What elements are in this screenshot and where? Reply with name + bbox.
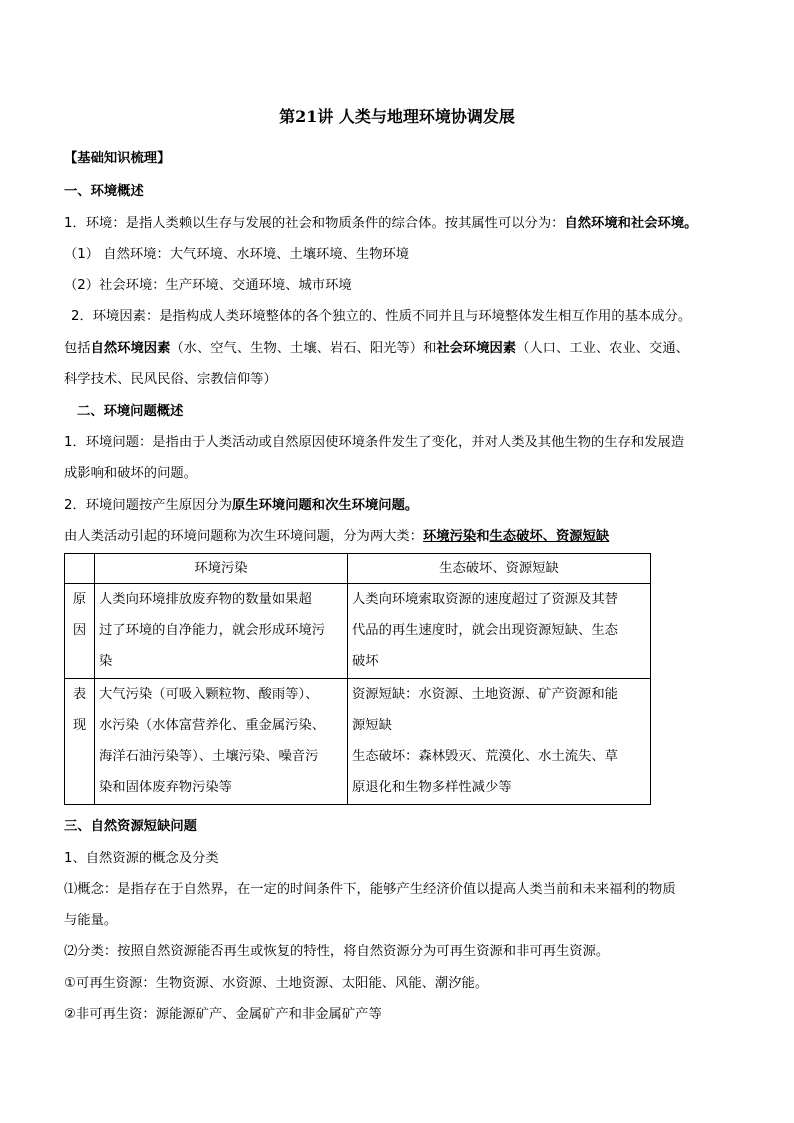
cell-line: 海洋石油污染等）、土壤污染、噪音污: [99, 749, 319, 764]
text: 包括: [64, 341, 91, 356]
table-row-cause: [65, 584, 651, 679]
cell-line: 过了环境的自净能力，就会形成环境污: [99, 623, 326, 638]
row-head-manifestation: [65, 679, 95, 805]
text: 由人类活动引起的环境问题称为次生环境问题，分为两大类：: [64, 529, 424, 544]
section-header: 【基础知识梳理】: [64, 151, 171, 166]
row-head-char: 现: [72, 718, 87, 733]
cell-line: 破坏: [352, 654, 379, 669]
cell-line: 水污染（水体富营养化、重金属污染、: [99, 718, 326, 733]
paragraph-natural-env: （1） 自然环境：大气环境、水环境、土壤环境、生物环境: [64, 247, 410, 262]
page-title: 第21讲 人类与地理环境协调发展: [279, 107, 515, 126]
cell-line: 大气污染（可吸入颗粒物、酸雨等）、: [99, 687, 319, 702]
paragraph-concept-def: ⑴概念：是指存在于自然界，在一定的时间条件下，能够产生经济价值以提高人类当前和未来福利的物质: [64, 882, 676, 897]
cell-manifest-ecology: [348, 679, 651, 805]
table-header-pollution: 环境污染: [95, 554, 348, 584]
bold-text: 原生环境问题和次生环境问题。: [232, 498, 419, 513]
row-head-char: 因: [72, 623, 87, 638]
cell-line: 生态破坏：森林毁灭、荒漠化、水土流失、草: [352, 749, 618, 764]
cell-line: 人类向环境索取资源的速度超过了资源及其替: [352, 592, 618, 607]
paragraph-nonrenewable: ②非可再生资：源能源矿产、金属矿产和非金属矿产等: [64, 1007, 382, 1022]
bold-text: 和: [476, 529, 490, 544]
cell-manifest-pollution: [95, 679, 348, 805]
paragraph-renewable: ①可再生资源：生物资源、水资源、土地资源、太阳能、风能、潮汐能。: [64, 976, 489, 991]
paragraph-env-factors-3: 科学技术、民风民俗、宗教信仰等）: [64, 372, 277, 387]
cell-line: 原退化和生物多样性减少等: [352, 780, 512, 795]
text: 1．环境：是指人类赖以生存与发展的社会和物质条件的综合体。按其属性可以分为：: [64, 216, 565, 231]
paragraph-resource-concept: 1、自然资源的概念及分类: [64, 851, 219, 866]
row-head-cause: [65, 584, 95, 679]
cell-cause-ecology: [348, 584, 651, 679]
environment-problem-table: [64, 553, 651, 805]
cell-cause-pollution: [95, 584, 348, 679]
cell-line: 源短缺: [352, 718, 392, 733]
table-row-manifestation: [65, 679, 651, 805]
paragraph-environment-definition: [64, 214, 744, 234]
cell-line: 染: [99, 654, 113, 669]
heading-environment-overview: 一、环境概述: [64, 184, 144, 199]
bold-text: 自然环境和社会环境。: [564, 216, 698, 231]
text: （人口、工业、农业、交通、: [516, 341, 689, 356]
text: 2．环境问题按产生原因分为: [64, 498, 233, 513]
paragraph-env-problem-types: [64, 496, 744, 516]
row-head-char: 表: [72, 687, 87, 702]
bold-text: 社会环境因素: [436, 341, 517, 356]
heading-resource-shortage: 三、自然资源短缺问题: [64, 819, 197, 834]
table-header-ecology: 生态破坏、资源短缺: [348, 554, 651, 584]
cell-line: 染和固体废弃物污染等: [99, 780, 232, 795]
cell-line: 人类向环境排放废弃物的数量如果超: [99, 592, 312, 607]
paragraph-env-factors: 2．环境因素：是指构成人类环境整体的各个独立的、性质不同并且与环境整体发生相互作用的基本成分。: [71, 309, 692, 324]
paragraph-env-problem-def: 1．环境问题：是指由于人类活动或自然原因使环境条件发生了变化，并对人类及其他生物的生存和发展造: [64, 435, 685, 450]
paragraph-env-factors-2: [64, 339, 744, 359]
table-header-row: [65, 554, 651, 584]
bold-underlined-text: 生态破坏、资源短缺: [489, 529, 610, 544]
bold-text: 自然环境因素: [90, 341, 171, 356]
paragraph-social-env: （2）社会环境：生产环境、交通环境、城市环境: [64, 278, 352, 293]
paragraph-classification: ⑵分类：按照自然资源能否再生或恢复的特性，将自然资源分为可再生资源和非可再生资源。: [64, 944, 610, 959]
heading-env-problems: 二、环境问题概述: [77, 404, 184, 419]
text: （水、空气、生物、土壤、岩石、阳光等）和: [170, 341, 437, 356]
cell-line: 资源短缺：水资源、土地资源、矿产资源和能: [352, 687, 618, 702]
row-head-char: 原: [72, 592, 87, 607]
cell-line: 代品的再生速度时，就会出现资源短缺、生态: [352, 623, 618, 638]
paragraph-concept-def-2: 与能量。: [64, 913, 118, 928]
paragraph-env-problem-def-2: 成影响和破坏的问题。: [64, 466, 197, 481]
table-corner-cell: [65, 554, 95, 584]
bold-underlined-text: 环境污染: [423, 529, 477, 544]
paragraph-secondary-problems: [64, 527, 744, 547]
